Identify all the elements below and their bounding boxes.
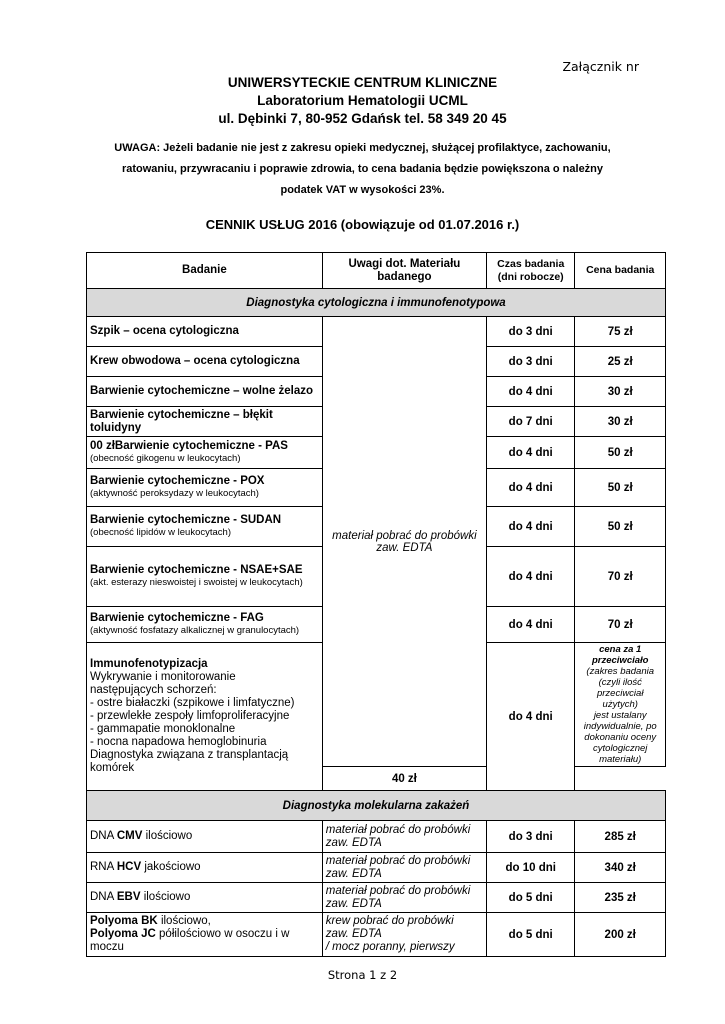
test-time: do 5 dni	[487, 913, 575, 957]
test-name: Barwienie cytochemiczne – wolne żelazo	[87, 377, 323, 407]
test-name	[87, 913, 323, 957]
test-name	[87, 507, 323, 547]
vat-warning	[90, 138, 635, 201]
test-name-main: 00 złBarwienie cytochemiczne - PAS	[90, 440, 288, 452]
material-note-a: materiał pobrać do probówki	[325, 884, 471, 897]
test-price: 340 zł	[575, 853, 666, 883]
immuno-price: 40 zł	[322, 767, 486, 791]
test-name-sub: (obecność gikogenu w leukocytach)	[90, 453, 241, 464]
name-bold: Polyoma BK	[90, 915, 158, 927]
test-time: do 3 dni	[487, 347, 575, 377]
col-header-notes	[322, 253, 486, 289]
test-price: 30 zł	[575, 377, 666, 407]
test-time: do 7 dni	[487, 407, 575, 437]
test-price: 50 zł	[575, 437, 666, 469]
material-note	[322, 853, 486, 883]
material-note-a: materiał pobrać do probówki	[332, 529, 477, 542]
name-pre: DNA	[90, 891, 117, 903]
name-post: ilościowo	[140, 891, 191, 903]
section-title: Diagnostyka molekularna zakażeń	[87, 791, 666, 821]
name-post: ilościowo	[142, 830, 193, 842]
test-time: do 4 dni	[487, 607, 575, 643]
immuno-line: Diagnostyka związana z transplantacją	[90, 749, 289, 761]
test-name-main: Barwienie cytochemiczne - POX	[90, 475, 265, 487]
material-note-a: materiał pobrać do probówki	[325, 854, 471, 867]
material-note-b: zaw. EDTA	[325, 897, 382, 910]
warning-line-3: podatek VAT w wysokości 23%.	[280, 184, 445, 196]
test-name	[87, 853, 323, 883]
col-header-time-a: Czas badania	[497, 257, 565, 270]
price-note-line: (zakres badania	[586, 666, 655, 677]
test-time: do 4 dni	[487, 469, 575, 507]
table-row	[87, 913, 666, 957]
test-name	[87, 437, 323, 469]
name-post: ilościowo,	[157, 915, 211, 927]
name-pre: RNA	[90, 861, 117, 873]
name-bold: CMV	[116, 830, 143, 842]
table-row	[87, 853, 666, 883]
material-note	[322, 913, 486, 957]
warning-line-1: UWAGA: Jeżeli badanie nie jest z zakresu opieki medycznej, służącej profilaktyce, zachowaniu,	[114, 142, 611, 154]
col-header-test: Badanie	[87, 253, 323, 289]
material-note-b: zaw. EDTA	[325, 867, 382, 880]
name-bold: HCV	[116, 861, 142, 873]
material-note-c: / mocz poranny, pierwszy	[325, 941, 455, 953]
name-bold: EBV	[116, 891, 141, 903]
test-name	[87, 821, 323, 853]
test-name-sub: (obecność lipidów w leukocytach)	[90, 527, 231, 538]
immuno-title: Immunofenotypizacja	[90, 658, 208, 670]
test-time: do 5 dni	[487, 883, 575, 913]
test-name	[87, 469, 323, 507]
test-time: do 3 dni	[487, 821, 575, 853]
immuno-line: - przewlekłe zespoły limfoproliferacyjne	[90, 710, 290, 722]
test-price: 30 zł	[575, 407, 666, 437]
material-note-b: zaw. EDTA	[325, 836, 382, 849]
test-time: do 3 dni	[487, 317, 575, 347]
col-header-notes-b: badanego	[377, 270, 432, 283]
test-price: 50 zł	[575, 469, 666, 507]
name-post: moczu	[90, 941, 124, 953]
test-time: do 4 dni	[487, 507, 575, 547]
test-time: do 4 dni	[487, 437, 575, 469]
warning-line-2: ratowaniu, przywracaniu i poprawie zdrowia, to cena badania będzie powiększona o należny	[121, 163, 604, 175]
header-line-2: Laboratorium Hematologii UCML	[257, 93, 468, 108]
price-table	[86, 252, 666, 957]
table-row	[87, 821, 666, 853]
price-note-line: materiału)	[599, 754, 642, 765]
col-header-time	[487, 253, 575, 289]
test-price: 50 zł	[575, 507, 666, 547]
page-footer: Strona 1 z 2	[327, 968, 398, 982]
header-line-3: ul. Dębinki 7, 80-952 Gdańsk tel. 58 349 20 45	[218, 111, 507, 126]
test-name: Szpik – ocena cytologiczna	[87, 317, 323, 347]
test-price: 285 zł	[575, 821, 666, 853]
price-head-a: cena za 1	[599, 644, 642, 655]
test-price: 25 zł	[575, 347, 666, 377]
price-note-line: przeciwciał użytych)	[596, 688, 644, 710]
table-row	[87, 317, 666, 347]
price-head-b: przeciwciało	[591, 655, 649, 666]
name-pre: DNA	[90, 830, 117, 842]
test-name: Barwienie cytochemiczne – błękit toluidyny	[87, 407, 323, 437]
test-time: do 4 dni	[487, 377, 575, 407]
test-name-main: Barwienie cytochemiczne - NSAE+SAE	[90, 564, 303, 576]
section-row	[87, 791, 666, 821]
test-name	[87, 607, 323, 643]
price-note-line: (czyli ilość	[598, 677, 642, 688]
table-row	[87, 883, 666, 913]
name-post: półilościowo w osoczu i w	[155, 928, 290, 940]
test-price: 200 zł	[575, 913, 666, 957]
material-note-a: materiał pobrać do probówki	[325, 823, 471, 836]
test-name-main: Barwienie cytochemiczne - FAG	[90, 612, 264, 624]
price-note-line: cytologicznej	[593, 743, 648, 754]
test-name-main: Barwienie cytochemiczne - SUDAN	[90, 514, 282, 526]
material-note	[322, 317, 486, 767]
header-line-1: UNIWERSYTECKIE CENTRUM KLINICZNE	[227, 75, 498, 90]
test-time: do 10 dni	[487, 853, 575, 883]
test-price: 70 zł	[575, 607, 666, 643]
immuno-line: komórek	[90, 762, 135, 774]
immuno-line: Wykrywanie i monitorowanie	[90, 671, 236, 683]
material-note	[322, 883, 486, 913]
test-price: 235 zł	[575, 883, 666, 913]
table-header-row	[87, 253, 666, 289]
col-header-price: Cena badania	[575, 253, 666, 289]
section-row	[87, 289, 666, 317]
test-name: Krew obwodowa – ocena cytologiczna	[87, 347, 323, 377]
test-name	[87, 547, 323, 607]
material-note-b: zaw. EDTA	[376, 541, 433, 554]
test-name-sub: (aktywność peroksydazy w leukocytach)	[90, 488, 259, 499]
price-note-line: jest ustalany	[593, 710, 647, 721]
name-bold: Polyoma JC	[90, 928, 156, 940]
material-note-a: krew pobrać do probówki	[325, 915, 454, 927]
immuno-line: następujących schorzeń:	[90, 684, 217, 696]
test-name-sub: (akt. esterazy nieswoistej i swoistej w leukocytach)	[90, 577, 303, 588]
col-header-time-b: (dni robocze)	[497, 270, 564, 283]
test-name	[87, 883, 323, 913]
test-time: do 4 dni	[487, 547, 575, 607]
immuno-line: - nocna napadowa hemoglobinuria	[90, 736, 267, 748]
immuno-description	[87, 643, 323, 791]
test-price: 75 zł	[575, 317, 666, 347]
col-header-notes-a: Uwagi dot. Materiału	[348, 257, 461, 270]
price-note-line: indywidualnie, po	[583, 721, 657, 732]
institution-header	[0, 74, 725, 128]
immuno-time: do 4 dni	[487, 643, 575, 791]
attachment-label: Załącznik nr	[562, 59, 639, 74]
test-price: 70 zł	[575, 547, 666, 607]
price-list-title: CENNIK USŁUG 2016 (obowiązuje od 01.07.2016 r.)	[205, 217, 520, 232]
price-note-line: dokonaniu oceny	[584, 732, 657, 743]
section-title: Diagnostyka cytologiczna i immunofenotypowa	[87, 289, 666, 317]
immuno-line: - ostre białaczki (szpikowe i limfatyczne)	[90, 697, 295, 709]
immuno-price-note	[575, 643, 666, 767]
immuno-line: - gammapatie monoklonalne	[90, 723, 236, 735]
test-name-sub: (aktywność fosfatazy alkalicznej w granulocytach)	[90, 625, 300, 636]
material-note	[322, 821, 486, 853]
name-post: jakościowo	[141, 861, 201, 873]
material-note-b: zaw. EDTA	[325, 928, 382, 940]
